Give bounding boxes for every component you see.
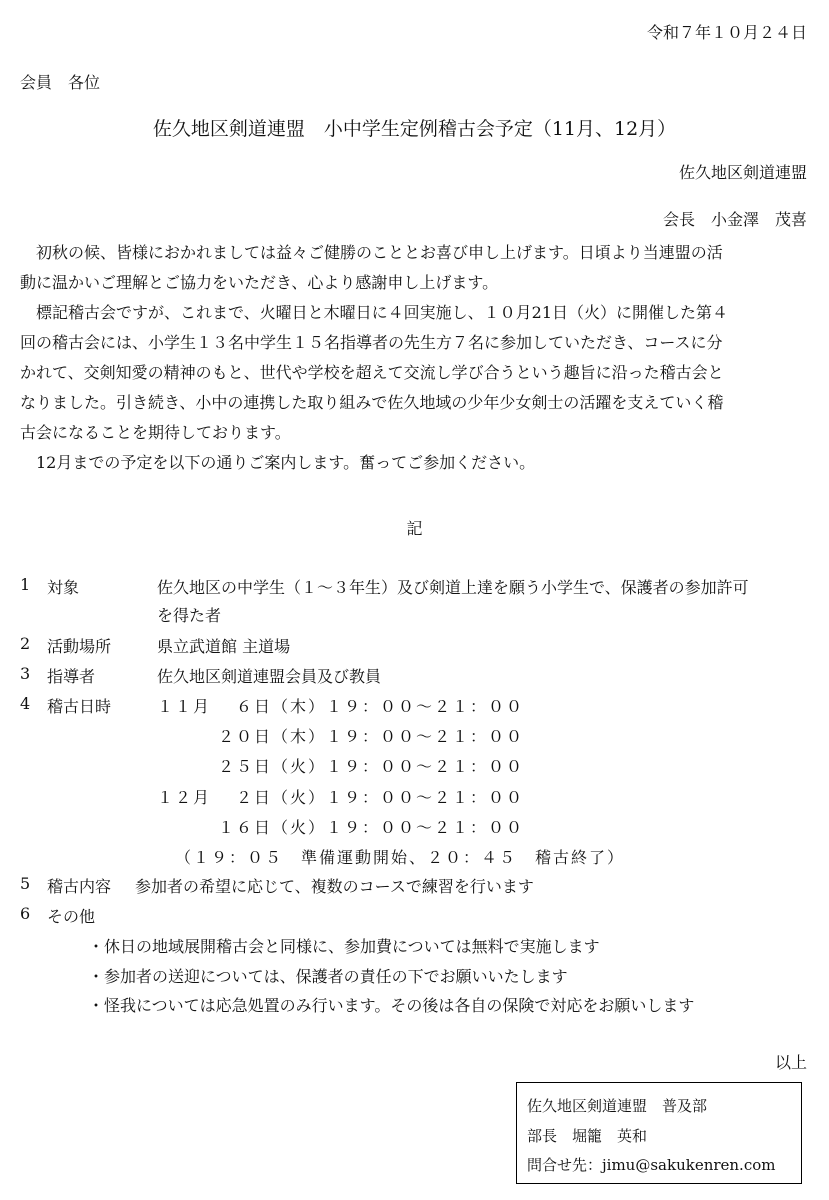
schedule-date: ２日（火）１９：００～２１：００: [218, 788, 525, 807]
item-3-label: 指導者: [47, 667, 96, 686]
item-1-label: 対象: [47, 578, 80, 597]
item-6-label: その他: [47, 907, 96, 926]
item-6-number: 6: [20, 904, 31, 923]
item-3-value: 佐久地区剣道連盟会員及び教員: [157, 667, 382, 686]
paragraph-greeting-line2: 動に温かいご理解とご協力をいただき、心より感謝申し上げます。: [20, 273, 499, 292]
contact-email: 問合せ先：jimu@sakukenren.com: [527, 1156, 776, 1174]
contact-box: [516, 1082, 802, 1184]
paragraph-report-line1: 標記稽古会ですが、これまで、火曜日と木曜日に４回実施し、１０月21日（火）に開催した第４: [36, 303, 729, 322]
document-date: 令和７年１０月２４日: [646, 23, 807, 42]
schedule-note: （１９：０５ 準備運動開始、２０：４５ 稽古終了）: [175, 848, 626, 867]
item-5-value: 参加者の希望に応じて、複数のコースで練習を行います: [135, 877, 534, 896]
item-1-number: 1: [20, 575, 31, 594]
other-bullet: ・参加者の送迎については、保護者の責任の下でお願いいたします: [88, 967, 568, 986]
paragraph-invitation: 12月までの予定を以下の通りご案内します。奮ってご参加ください。: [36, 453, 536, 472]
paragraph-report-line5: 古会になることを期待しております。: [20, 423, 291, 442]
paragraph-greeting-line1: 初秋の候、皆様におかれましては益々ご健勝のこととお喜び申し上げます。日頃より当連盟の活: [36, 243, 723, 262]
ki-heading: 記: [406, 519, 423, 538]
item-5-label: 稽古内容: [47, 877, 112, 896]
paragraph-report-line2: 回の稽古会には、小学生１３名中学生１５名指導者の先生方７名に参加していただき、コースに分: [20, 333, 723, 352]
schedule-date: ６日（木）１９：００～２１：００: [218, 697, 525, 716]
schedule-date: ２５日（火）１９：００～２１：００: [218, 757, 525, 776]
item-5-number: 5: [20, 874, 31, 893]
item-1-value-line1: 佐久地区の中学生（１～３年生）及び剣道上達を願う小学生で、保護者の参加許可: [157, 578, 749, 597]
schedule-date: ２０日（木）１９：００～２１：００: [218, 727, 525, 746]
issuing-organization: 佐久地区剣道連盟: [678, 163, 807, 182]
schedule-month-december: １２月: [157, 788, 212, 807]
contact-person: 部長 堀籠 英和: [527, 1127, 648, 1145]
paragraph-report-line4: なりました。引き続き、小中の連携した取り組みで佐久地域の少年少女剣士の活躍を支えていく稽: [20, 393, 724, 412]
item-2-value: 県立武道館 主道場: [157, 637, 291, 656]
item-3-number: 3: [20, 664, 31, 683]
document-title: 佐久地区剣道連盟 小中学生定例稽古会予定（11月、12月）: [152, 118, 677, 140]
item-4-label: 稽古日時: [47, 697, 112, 716]
closing-mark: 以上: [774, 1053, 807, 1072]
addressee: 会員 各位: [20, 73, 101, 92]
body-text: [20, 238, 810, 478]
schedule-month-november: １１月: [157, 697, 212, 716]
item-4-number: 4: [20, 694, 31, 713]
item-2-label: 活動場所: [47, 637, 112, 656]
paragraph-report-line3: かれて、交剣知愛の精神のもと、世代や学校を超えて交流し学び合うという趣旨に沿った稽古会と: [20, 363, 724, 382]
contact-department: 佐久地区剣道連盟 普及部: [527, 1097, 708, 1115]
item-2-number: 2: [20, 634, 31, 653]
item-1-value-line2: を得た者: [157, 606, 222, 625]
schedule-date: １６日（火）１９：００～２１：００: [218, 818, 525, 837]
other-bullet: ・休日の地域展開稽古会と同様に、参加費については無料で実施します: [88, 937, 600, 956]
other-bullet: ・怪我については応急処置のみ行います。その後は各自の保険で対応をお願いします: [88, 996, 695, 1015]
president-name: 会長 小金澤 茂喜: [662, 210, 807, 229]
